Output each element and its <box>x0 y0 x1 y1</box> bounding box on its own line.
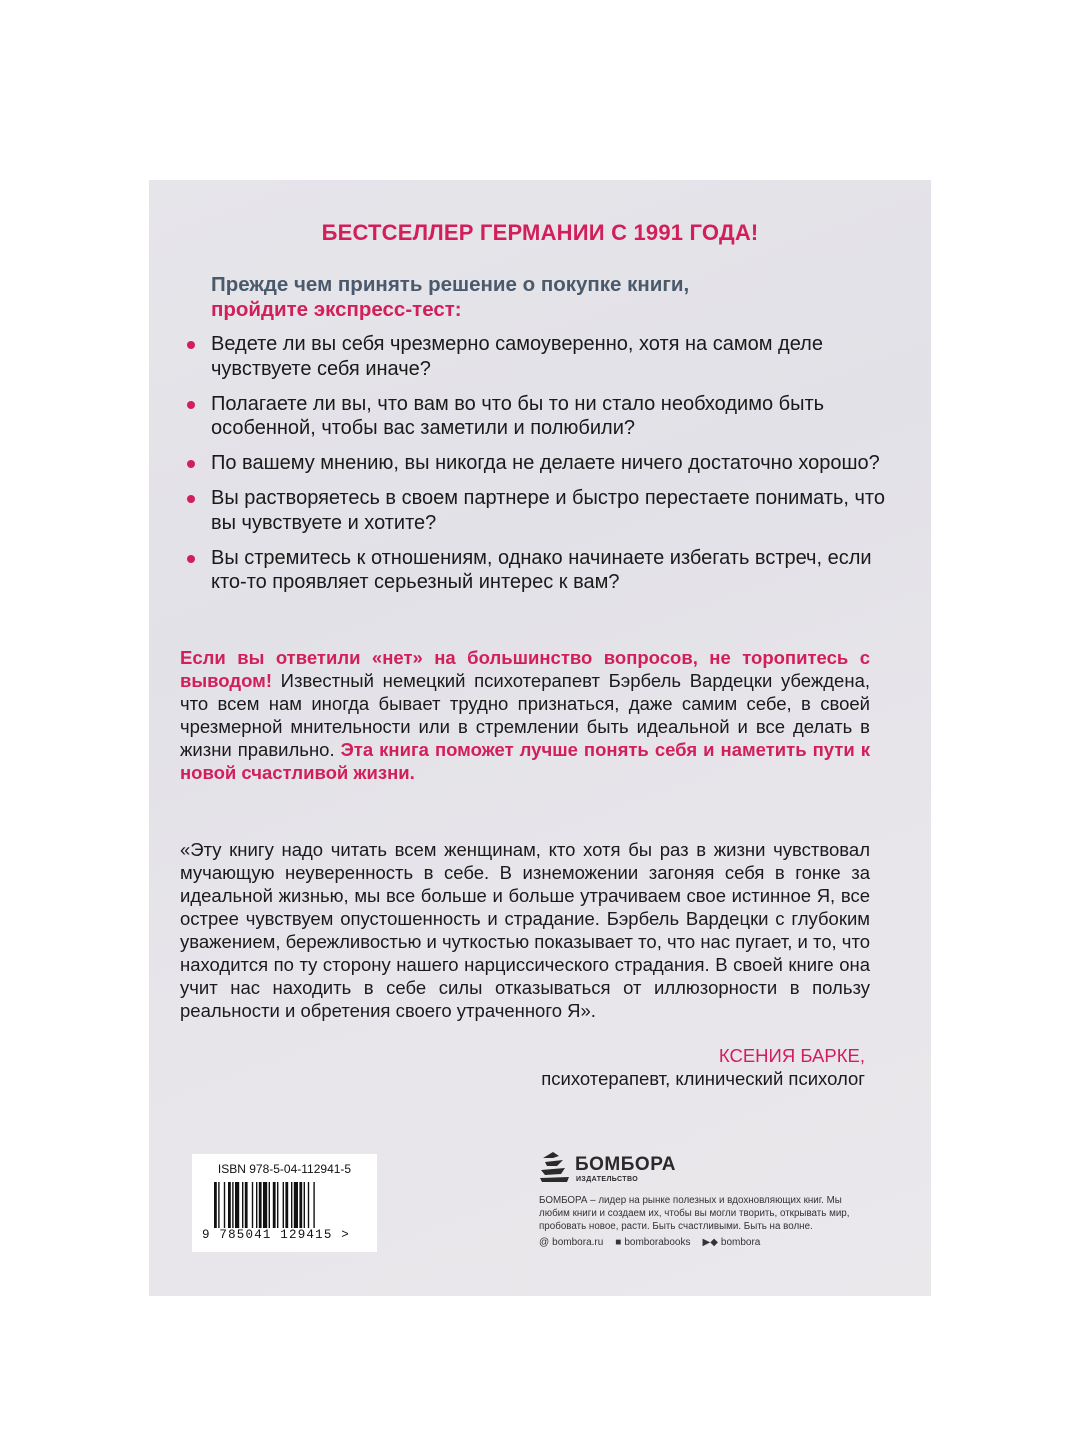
bullet-dot-icon <box>187 460 195 468</box>
barcode-stripe <box>291 1182 292 1228</box>
book-back-cover <box>149 180 931 1296</box>
question-text: Ведете ли вы себя чрезмерно самоуверенно, хотя на самом деле чувствуете себя иначе? <box>211 333 823 380</box>
barcode-stripe <box>263 1182 267 1228</box>
social-links <box>539 1237 869 1248</box>
barcode-stripe <box>304 1182 305 1228</box>
barcode-stripe <box>224 1182 225 1228</box>
barcode-stripe <box>308 1182 309 1228</box>
barcode-stripe <box>313 1182 314 1228</box>
barcode-stripe <box>294 1182 298 1228</box>
social-vk[interactable] <box>615 1237 690 1248</box>
testimonial-quote: «Эту книгу надо читать всем женщинам, кто хотя бы раз в жизни чувствовал мучающую неуверенность в себе. В изнеможении загоняя себя в гонке за идеальной жизнью, мы все больше и больше утрачиваем свое истинное Я, все острее чувствуем опустошенность и страдание. Бэрбель Вардецки с глубоким уважением, бережливостью и чуткостью показывает то, что нас пугает, и то, что находится по ту сторону нашего нарциссического страдания. В своей книге она учит нас находить в себе силы отказываться от иллюзорности в пользу реальности и обретения своего утраченного Я». <box>180 839 871 1021</box>
list-item <box>185 546 885 595</box>
barcode-stripe <box>218 1182 219 1228</box>
isbn-label: ISBN 978-5-04-112941-5 <box>217 1162 352 1176</box>
headline: БЕСТСЕЛЛЕР ГЕРМАНИИ С 1991 ГОДА! <box>321 220 759 245</box>
list-item <box>185 332 885 381</box>
description-paragraph <box>180 646 870 784</box>
question-text: Полагаете ли вы, что вам во что бы то ни стало необходимо быть особенной, чтобы вас заметили и полюбили? <box>211 392 825 439</box>
barcode-stripe <box>245 1182 248 1228</box>
barcode-stripe <box>273 1182 276 1228</box>
barcode-digits: 9 785041 129415 > <box>202 1228 350 1242</box>
paragraph-closing: Эта книга поможет лучше понять себя и наметить пути к новой счастливой жизни. <box>180 739 870 783</box>
list-item <box>185 451 885 476</box>
at-icon: @ <box>539 1237 550 1248</box>
social-label: bombora <box>720 1237 761 1248</box>
question-text: Вы стремитесь к отношениям, однако начинаете избегать встреч, если кто-то проявляет серьезный интерес к вам? <box>211 546 872 593</box>
bullet-dot-icon <box>187 495 195 503</box>
list-item <box>185 392 885 441</box>
barcode-stripe <box>228 1182 231 1228</box>
list-item <box>185 486 885 535</box>
quote-author <box>541 1044 865 1090</box>
paragraph-lead: Если вы ответили «нет» на большинство вопросов, не торопитесь с выводом! <box>180 647 870 691</box>
bombora-logo-icon <box>539 1148 571 1184</box>
barcode-stripe <box>259 1182 262 1228</box>
intro-line-1: Прежде чем принять решение о покупке книги, <box>211 273 690 296</box>
barcode-stripe <box>269 1182 270 1228</box>
play-telegram-icon: ▶◆ <box>702 1237 718 1248</box>
barcode-bars-icon <box>214 1182 359 1228</box>
bullet-dot-icon <box>187 341 195 349</box>
question-text: Вы растворяетесь в своем партнере и быстро перестаете понимать, что вы чувствуете и хотите? <box>211 487 885 534</box>
bullet-dot-icon <box>187 555 195 563</box>
barcode-stripe <box>214 1182 217 1228</box>
bullet-dot-icon <box>187 401 195 409</box>
intro <box>211 272 851 322</box>
barcode-stripe <box>283 1182 284 1228</box>
social-website[interactable] <box>539 1237 603 1248</box>
social-messengers[interactable] <box>703 1237 761 1248</box>
author-role: психотерапевт, клинический психолог <box>541 1068 865 1089</box>
barcode-stripe <box>252 1182 253 1228</box>
barcode-stripe <box>242 1182 243 1228</box>
barcode-stripe <box>277 1182 278 1228</box>
barcode <box>192 1154 377 1252</box>
author-name: КСЕНИЯ БАРКЕ, <box>718 1045 865 1066</box>
barcode-stripe <box>285 1182 288 1228</box>
publisher-description: БОМБОРА – лидер на рынке полезных и вдохновляющих книг. Мы любим книги и создаем их, чтобы вы могли творить, открывать мир, пробовать новое, расти. Быть счастливыми. Быть на волне. <box>539 1195 850 1232</box>
social-label: bomborabooks <box>624 1237 691 1248</box>
vk-icon: ■ <box>615 1237 622 1248</box>
publisher-subtitle: ИЗДАТЕЛЬСТВО <box>576 1176 639 1183</box>
barcode-stripe <box>256 1182 257 1228</box>
intro-line-2: пройдите экспресс-тест: <box>211 298 462 321</box>
barcode-stripe <box>299 1182 302 1228</box>
barcode-stripe <box>232 1182 233 1228</box>
publisher-name: БОМБОРА <box>575 1154 676 1175</box>
question-list <box>185 332 885 605</box>
social-label: bombora.ru <box>552 1237 604 1248</box>
barcode-stripe <box>235 1182 239 1228</box>
paragraph-body: Известный немецкий психотерапевт Бэрбель Вардецки убеждена, что всем нам иногда бывает трудно признаться, даже самим себе, в своей чрезмерной мнительности или в стремлении быть идеальной и все делать в жизни правильно. <box>180 670 870 760</box>
question-text: По вашему мнению, вы никогда не делаете ничего достаточно хорошо? <box>211 452 880 474</box>
